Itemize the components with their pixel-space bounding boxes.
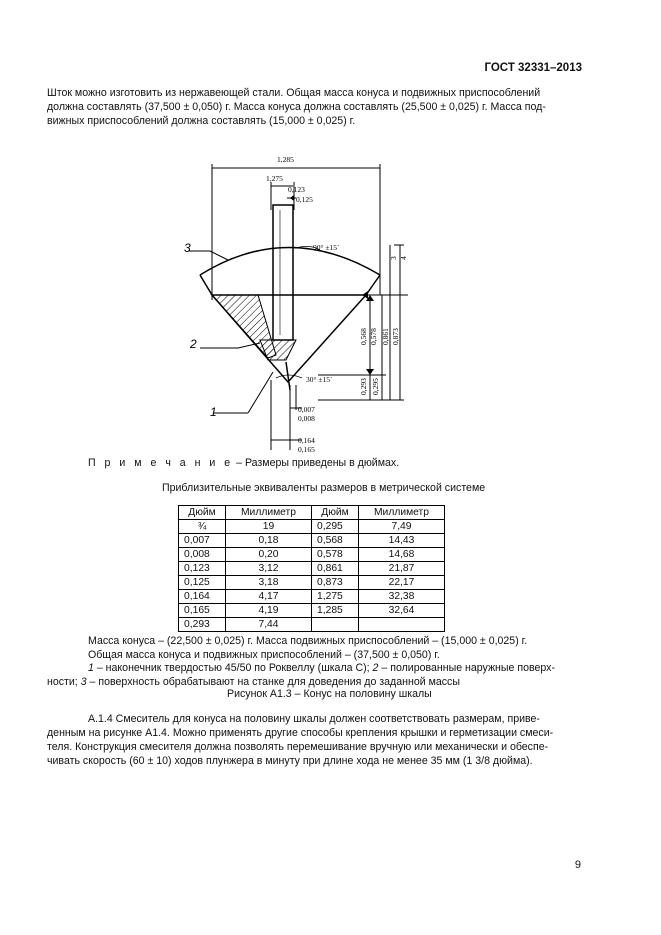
leader-1 bbox=[248, 372, 273, 413]
table-cell: 0,578 bbox=[312, 548, 359, 562]
cap-edge bbox=[366, 275, 380, 295]
dim-0165: 0,165 bbox=[298, 445, 315, 454]
a14-line: денным на рисунке А1.4. Можно применять другие способы крепления крышки и герметизации смеси- bbox=[47, 727, 554, 739]
angle-arc bbox=[276, 375, 302, 378]
dim-3-4-den: 4 bbox=[399, 256, 408, 260]
table-header-row bbox=[179, 506, 445, 520]
note-label: П р и м е ч а н и е bbox=[88, 457, 234, 469]
cap-edge bbox=[200, 275, 212, 295]
leader-3 bbox=[210, 251, 228, 260]
cone-cap-arc bbox=[200, 248, 380, 276]
dim-1285: 1,285 bbox=[277, 155, 294, 164]
table-cell: 4,17 bbox=[226, 590, 312, 604]
callout-1: 1 bbox=[210, 405, 217, 419]
dim-0164: 0,164 bbox=[298, 436, 315, 445]
table-cell: 7,44 bbox=[226, 618, 312, 632]
legend-num-3: 3 bbox=[80, 676, 87, 688]
cone-drawing bbox=[168, 150, 428, 455]
table-cell: ¾ bbox=[179, 520, 226, 534]
table-cell: 22,17 bbox=[359, 576, 445, 590]
intro-line: должна составлять (37,500 ± 0,050) г. Масса конуса должна составлять (25,500 ± 0,025) г. Масса под- bbox=[47, 101, 546, 113]
table-cell: 0,568 bbox=[312, 534, 359, 548]
table-cell: 3,18 bbox=[226, 576, 312, 590]
dim-angle90: 90° ±15´ bbox=[313, 243, 340, 252]
conversion-table bbox=[178, 505, 445, 632]
figure-note bbox=[88, 457, 399, 469]
table-cell: 14,68 bbox=[359, 548, 445, 562]
legend-line-1 bbox=[88, 662, 555, 674]
table-cell: 19 bbox=[226, 520, 312, 534]
mass-notes bbox=[88, 634, 527, 662]
callout-3: 3 bbox=[184, 241, 191, 255]
legend-num-2: 2 bbox=[372, 662, 379, 674]
table-cell: 0,293 bbox=[179, 618, 226, 632]
table-row bbox=[179, 604, 445, 618]
header-cell: Дюйм bbox=[179, 506, 226, 520]
table-row bbox=[179, 520, 445, 534]
table-cell: 1,285 bbox=[312, 604, 359, 618]
table-cell bbox=[359, 618, 445, 632]
legend-line-2 bbox=[47, 676, 460, 688]
legend-num-1: 1 bbox=[88, 662, 94, 674]
dim-0861: 0,861 bbox=[381, 328, 390, 345]
table-cell: 0,873 bbox=[312, 576, 359, 590]
table-cell: 0,18 bbox=[226, 534, 312, 548]
table-row bbox=[179, 534, 445, 548]
table-cell: 21,87 bbox=[359, 562, 445, 576]
callout-2: 2 bbox=[190, 337, 197, 351]
intro-line: вижных приспособлений должна составлять (15,000 ± 0,025) г. bbox=[47, 115, 356, 127]
dim-angle30: 30° ±15´ bbox=[306, 375, 333, 384]
note-text: – Размеры приведены в дюймах. bbox=[233, 457, 400, 469]
dim-0873: 0,873 bbox=[391, 328, 400, 345]
mass-line: Общая масса конуса и подвижных приспособлений – (37,500 ± 0,050) г. bbox=[88, 649, 440, 661]
dim-0578: 0,578 bbox=[369, 328, 378, 345]
header-cell: Миллиметр bbox=[226, 506, 312, 520]
table-cell: 0,123 bbox=[179, 562, 226, 576]
table-cell bbox=[312, 618, 359, 632]
table-cell: 14,43 bbox=[359, 534, 445, 548]
table-cell: 32,64 bbox=[359, 604, 445, 618]
a14-line: А.1.4 Смеситель для конуса на половину шкалы должен соответствовать размерам, приве- bbox=[88, 713, 540, 725]
arrow-head bbox=[366, 369, 374, 375]
table-cell: 0,125 bbox=[179, 576, 226, 590]
dim-0125: 0,125 bbox=[296, 195, 313, 204]
table-cell: 7,49 bbox=[359, 520, 445, 534]
table-cell: 0,007 bbox=[179, 534, 226, 548]
table-row bbox=[179, 562, 445, 576]
dim-3-4-num: 3 bbox=[389, 256, 398, 260]
table-cell: 0,20 bbox=[226, 548, 312, 562]
header-cell: Дюйм bbox=[312, 506, 359, 520]
standard-header: ГОСТ 32331–2013 bbox=[484, 62, 582, 74]
page-number: 9 bbox=[574, 859, 581, 871]
legend-prefix: ности; bbox=[47, 676, 81, 688]
table-row bbox=[179, 618, 445, 632]
arrow-head bbox=[290, 195, 294, 201]
a14-line: чивать скорость (60 ± 10) ходов плунжера в минуту при длине хода не менее 35 мм (1 3/8 дюйма). bbox=[47, 755, 533, 767]
table-cell: 0,295 bbox=[312, 520, 359, 534]
legend-text-1: – наконечник твердостью 45/50 по Роквеллу (шкала С); bbox=[93, 662, 373, 674]
table-cell: 0,164 bbox=[179, 590, 226, 604]
dim-0568: 0,568 bbox=[359, 328, 368, 345]
table-row bbox=[179, 590, 445, 604]
table-row bbox=[179, 548, 445, 562]
section-a14 bbox=[47, 712, 582, 768]
table-cell: 32,38 bbox=[359, 590, 445, 604]
table-caption: Приблизительные эквиваленты размеров в метрической системе bbox=[162, 482, 486, 494]
table-cell: 0,861 bbox=[312, 562, 359, 576]
dim-0295: 0,295 bbox=[371, 378, 380, 395]
a14-line: теля. Конструкция смесителя должна позволять перемешивание вручную или механически и обеспе- bbox=[47, 741, 549, 753]
table-cell: 1,275 bbox=[312, 590, 359, 604]
dim-0293: 0,293 bbox=[359, 378, 368, 395]
figure-caption: Рисунок А1.3 – Конус на половину шкалы bbox=[227, 688, 432, 700]
legend-text-2: – полированные наружные поверх- bbox=[378, 662, 555, 674]
dim-0008: 0,008 bbox=[298, 414, 315, 423]
table-cell: 3,12 bbox=[226, 562, 312, 576]
dim-0123: 0,123 bbox=[288, 185, 305, 194]
dim-1275: 1,275 bbox=[266, 174, 283, 183]
stem bbox=[273, 205, 293, 340]
dim-0007: 0,007 bbox=[298, 405, 315, 414]
table-cell: 4,19 bbox=[226, 604, 312, 618]
header-cell: Миллиметр bbox=[359, 506, 445, 520]
legend-text-3: – поверхность обрабатывают на станке для доведения до заданной массы bbox=[86, 676, 460, 688]
tip bbox=[286, 362, 290, 390]
table-cell: 0,008 bbox=[179, 548, 226, 562]
table-cell: 0,165 bbox=[179, 604, 226, 618]
intro-paragraph bbox=[47, 86, 582, 128]
table-row bbox=[179, 576, 445, 590]
mass-line: Масса конуса – (22,500 ± 0,025) г. Масса подвижных приспособлений – (15,000 ± 0,025) г. bbox=[88, 635, 528, 647]
intro-line: Шток можно изготовить из нержавеющей стали. Общая масса конуса и подвижных приспособлений bbox=[47, 87, 541, 99]
